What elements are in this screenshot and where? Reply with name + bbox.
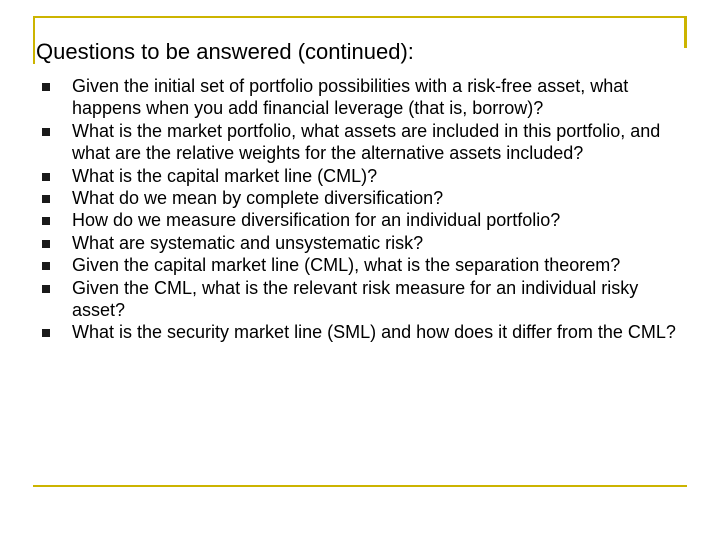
bottom-accent-line (33, 485, 687, 487)
list-item (42, 254, 682, 276)
left-accent-line (33, 16, 35, 64)
list-item-text: What is the capital market line (CML)? (72, 165, 378, 186)
list-item-text: Given the capital market line (CML), what is the separation theorem? (72, 255, 621, 276)
list-item (42, 232, 682, 254)
square-bullet-icon (42, 128, 50, 136)
list-item (42, 321, 682, 343)
square-bullet-icon (42, 217, 50, 225)
list-item-text: What is the market portfolio, what assets are included in this portfolio, and what are the relative weights for the alternative assets included? (72, 120, 661, 164)
list-item (42, 165, 682, 187)
list-item-text: What is the security market line (SML) and how does it differ from the CML? (72, 322, 676, 343)
slide-title: Questions to be answered (continued): (36, 39, 414, 64)
list-item (42, 277, 682, 322)
list-item-text: How do we measure diversification for an individual portfolio? (72, 210, 561, 231)
square-bullet-icon (42, 285, 50, 293)
question-list (42, 75, 682, 344)
square-bullet-icon (42, 173, 50, 181)
list-item-text: Given the CML, what is the relevant risk measure for an individual risky asset? (72, 277, 639, 321)
list-item (42, 209, 682, 231)
square-bullet-icon (42, 195, 50, 203)
top-accent-line (33, 16, 687, 18)
list-item-text: What do we mean by complete diversification? (72, 188, 444, 209)
square-bullet-icon (42, 262, 50, 270)
list-item (42, 120, 682, 165)
square-bullet-icon (42, 329, 50, 337)
list-item-text: Given the initial set of portfolio possibilities with a risk-free asset, what happens when you add financial leverage (that is, borrow)? (72, 76, 629, 119)
right-accent-line (684, 16, 687, 48)
list-item (42, 187, 682, 209)
list-item-text: What are systematic and unsystematic risk? (72, 232, 424, 253)
square-bullet-icon (42, 83, 50, 91)
square-bullet-icon (42, 240, 50, 248)
list-item (42, 75, 682, 120)
